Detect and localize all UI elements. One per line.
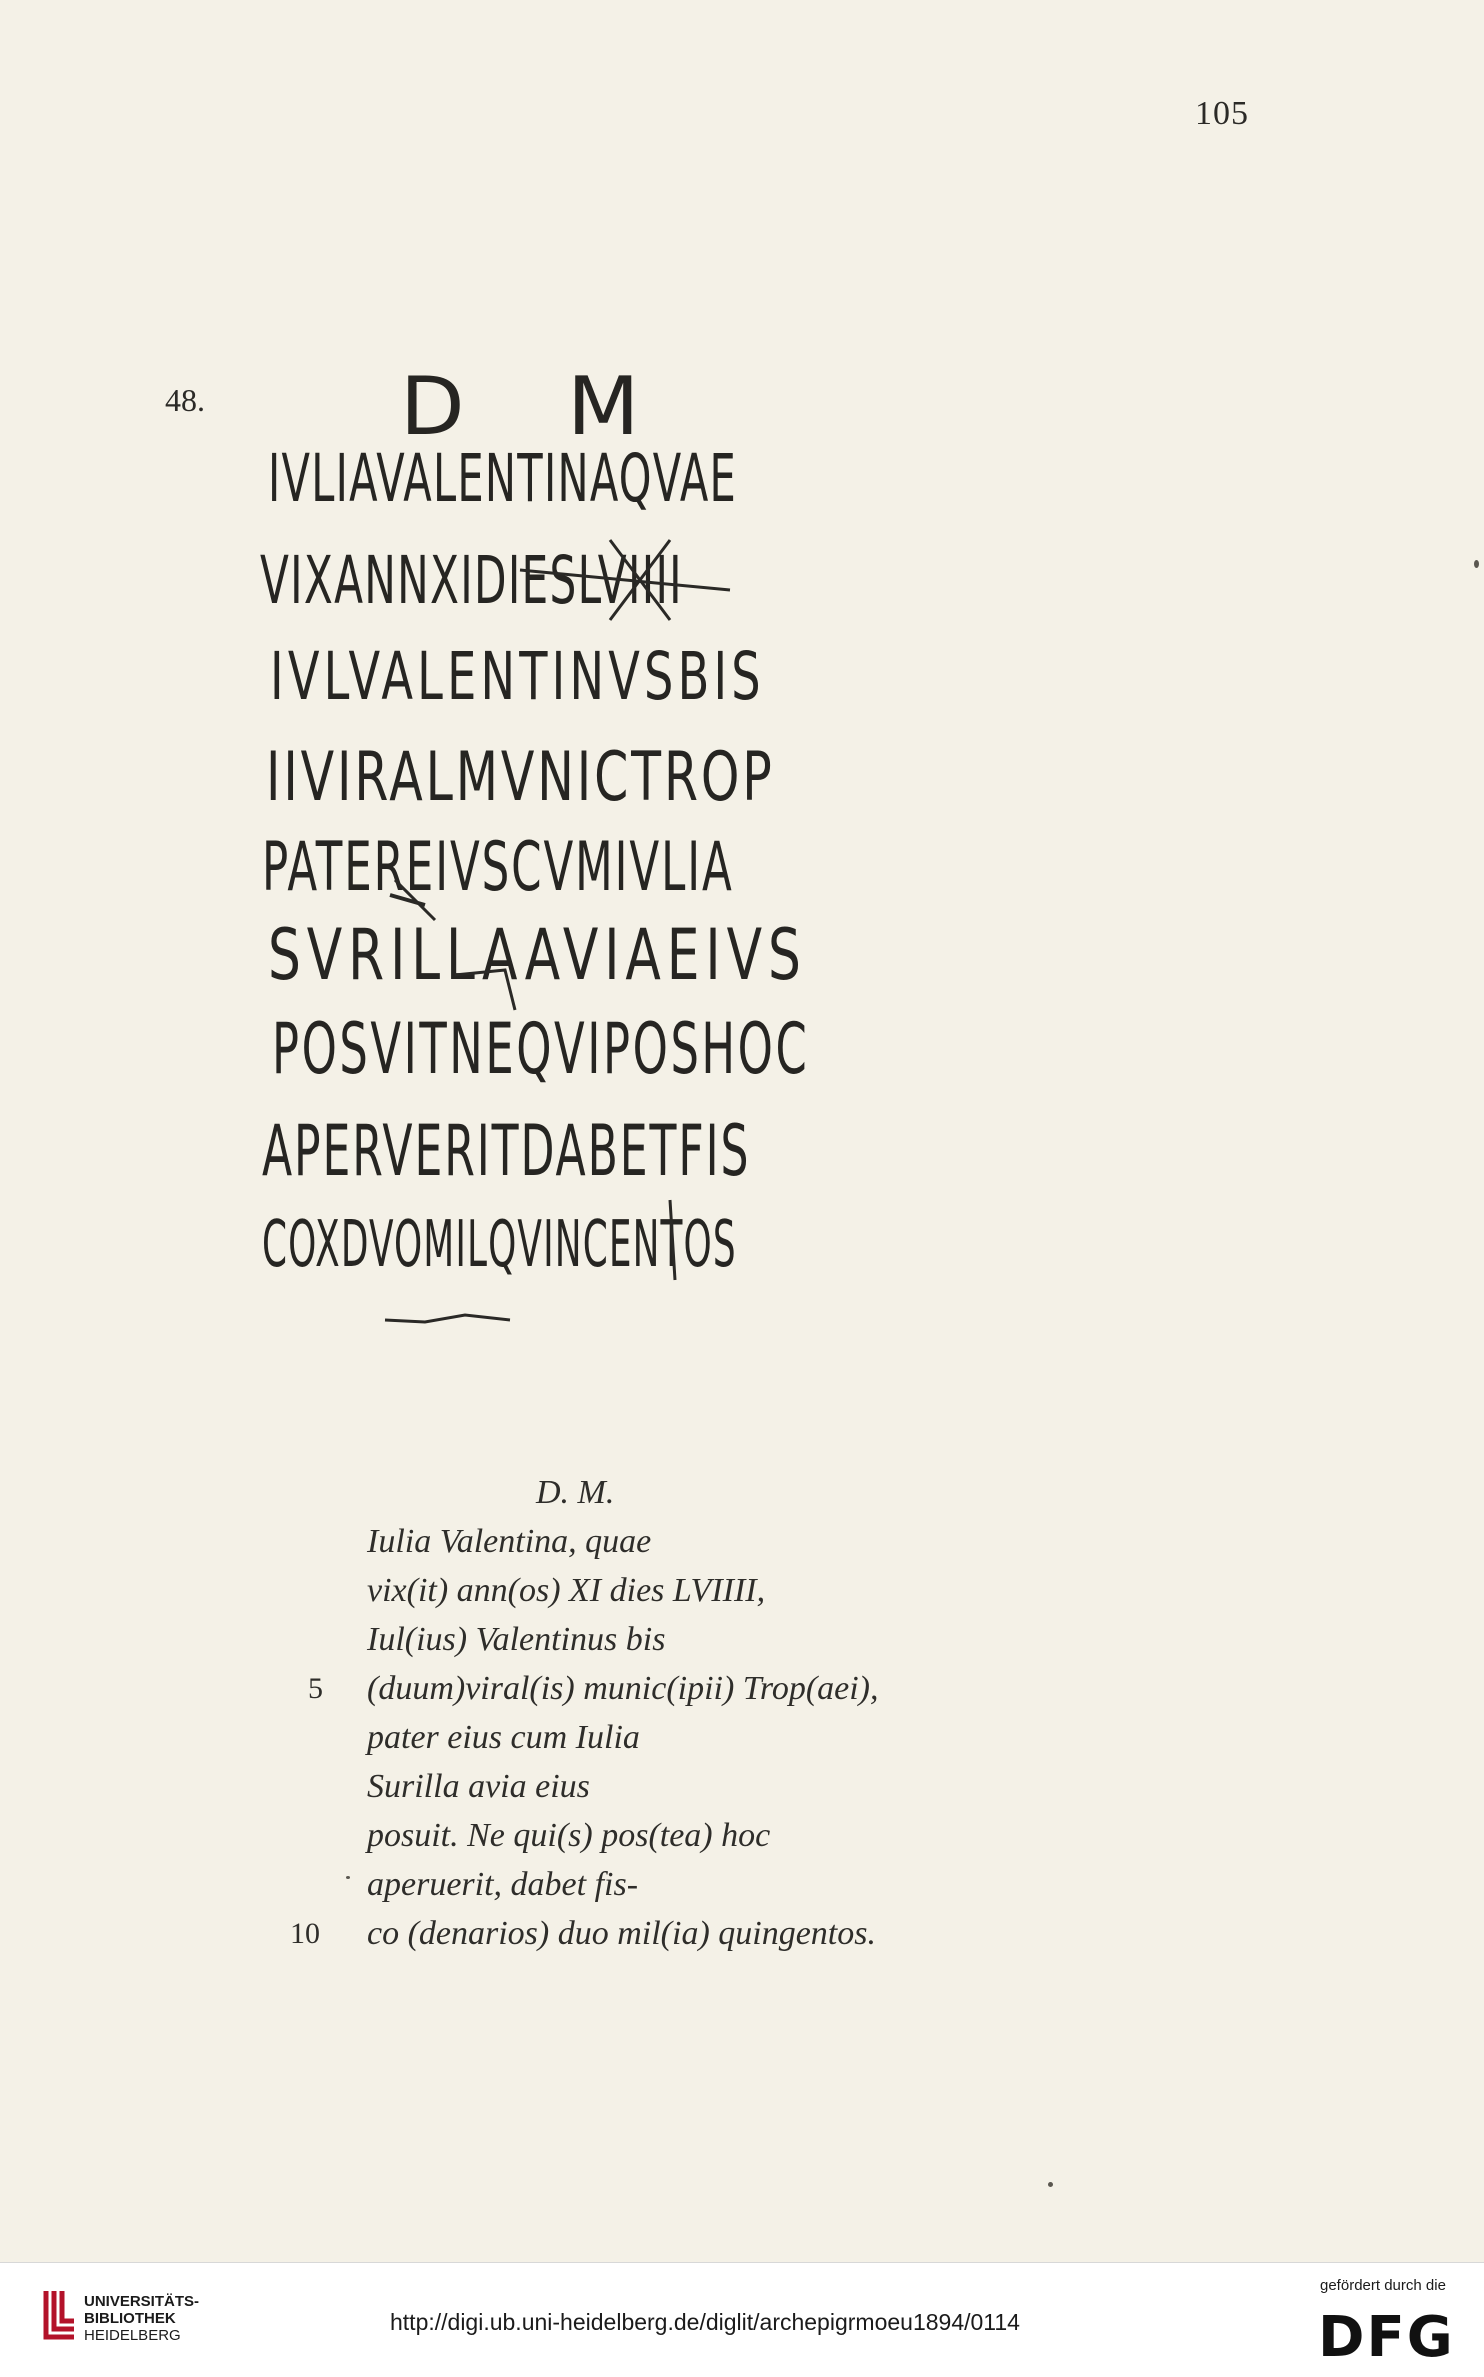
paper-speck [346, 1876, 350, 1879]
library-logo-icon [38, 2287, 78, 2345]
transcription-line: co (denarios) duo mil(ia) quingentos. [367, 1915, 876, 1952]
rubbing-line: PATEREIVSCVMIVLIA [262, 828, 734, 907]
transcription-line: (duum)viral(is) munic(ipii) Trop(aei), [367, 1670, 879, 1707]
rubbing-line: VIXANNXIDIESLVIIII [260, 542, 683, 619]
line-number: 10 [290, 1917, 320, 1950]
line-number: 5 [308, 1672, 323, 1705]
paper-speck [1048, 2182, 1053, 2187]
rubbing-line: IVLIAVALENTINAQVAE [268, 440, 738, 517]
transcription-line: Surilla avia eius [367, 1768, 590, 1805]
library-name-line: HEIDELBERG [84, 2327, 181, 2344]
transcription-line: vix(it) ann(os) XI dies LVIIII, [367, 1572, 766, 1609]
transcription-line: Iulia Valentina, quae [367, 1523, 652, 1560]
rubbing-line: SVRILLAAVIAEIVS [268, 914, 807, 996]
transcription-line: posuit. Ne qui(s) pos(tea) hoc [367, 1817, 771, 1854]
transcription-line: aperuerit, dabet fis- [367, 1866, 639, 1903]
rubbing-line: POSVITNEQVIPOSHOC [272, 1008, 810, 1090]
inscription-number: 48. [165, 382, 205, 418]
library-name-line: BIBLIOTHEK [84, 2310, 176, 2327]
rubbing-line: IVLVALENTINVSBIS [270, 638, 765, 715]
footer-banner [0, 2262, 1484, 2377]
permalink[interactable]: http://digi.ub.uni-heidelberg.de/diglit/archepigrmoeu1894/0114 [390, 2309, 1020, 2335]
rubbing-line: D M [400, 360, 678, 453]
rubbing-line: COXDVOMILQVINCENTOS [262, 1208, 737, 1282]
transcription-line: pater eius cum Iulia [367, 1719, 640, 1756]
rubbing-line: IIVIRALMVNICTROP [266, 738, 775, 817]
transcription-line: D. M. [536, 1474, 615, 1511]
sponsor-logo: DFG [1318, 2305, 1455, 2370]
page-number: 105 [1195, 95, 1249, 132]
rubbing-line: APERVERITDABETFIS [262, 1110, 751, 1192]
paper-speck [1474, 560, 1479, 568]
library-name-line: UNIVERSITÄTS- [84, 2293, 200, 2310]
transcription-line: Iul(ius) Valentinus bis [367, 1621, 666, 1658]
sponsor-caption: gefördert durch die [1320, 2277, 1446, 2294]
library-name [84, 2293, 199, 2344]
